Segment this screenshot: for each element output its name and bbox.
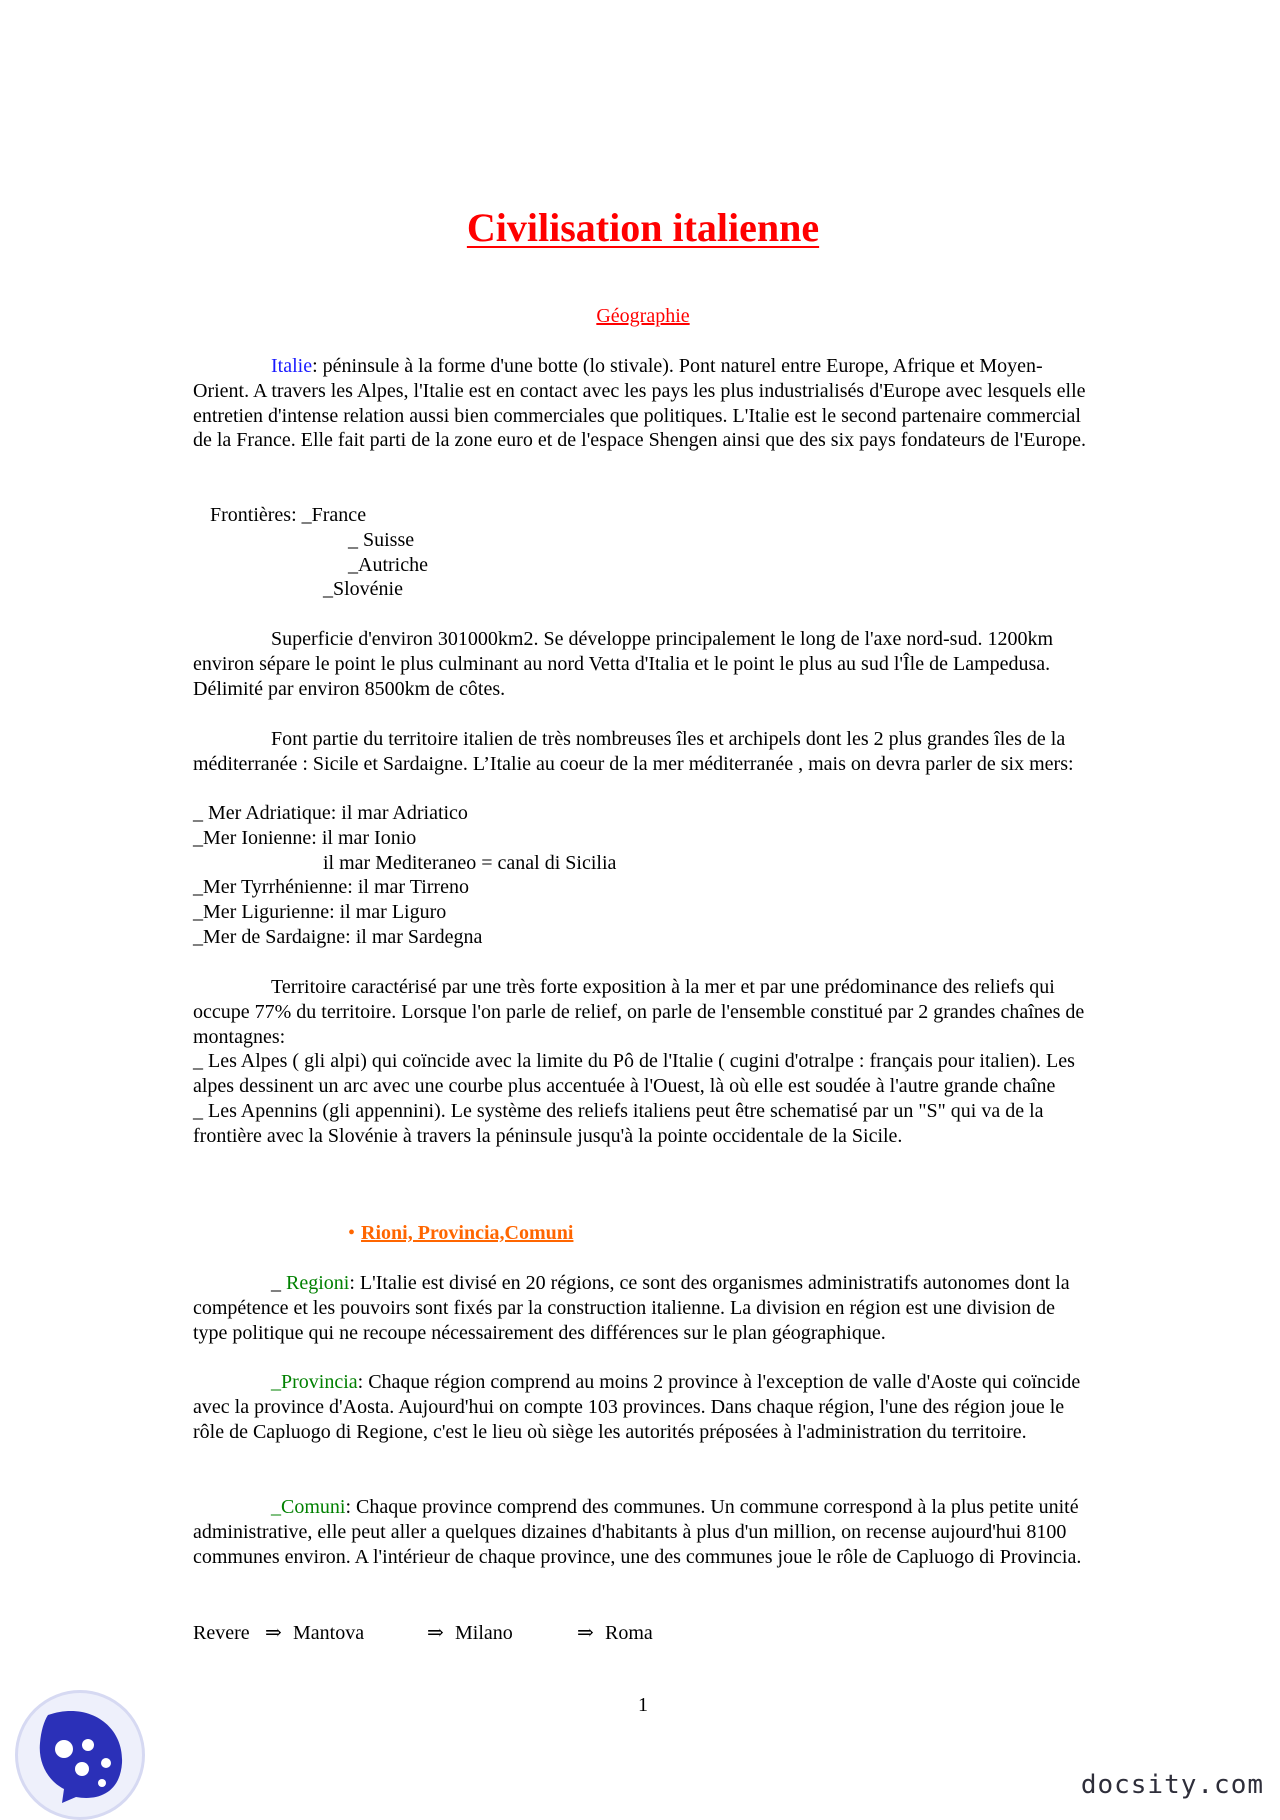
sea-item: _ Mer Adriatique: il mar Adriatico — [193, 802, 468, 824]
paragraph-relief-apennins: _ Les Apennins (gli appennini). Le système des reliefs italiens peut être schematisé par un "S" qui va de la frontière avec la Slovénie à travers la péninsule jusqu'à la pointe occidentale de la Sicile. — [193, 1099, 1044, 1147]
paragraph-comuni — [193, 1495, 1093, 1569]
paragraph-regioni — [193, 1271, 1093, 1345]
sea-item: _Mer Ligurienne: il mar Liguro — [193, 901, 447, 924]
chain-item: Mantova — [293, 1622, 365, 1644]
section-subtitle: Géographie — [596, 305, 690, 327]
paragraph-relief-intro: Territoire caractérisé par une très forte exposition à la mer et par une prédominance des reliefs qui occupe 77% du territoire. Lorsque l'on parle de relief, on parle de l'ensemble constitué par 2 grandes chaînes de montagnes: — [193, 976, 1085, 1048]
term-italie: Italie — [271, 355, 313, 377]
term-regioni: Regioni — [286, 1272, 350, 1294]
bullet-icon: • — [348, 1222, 356, 1244]
paragraph-provincia — [193, 1370, 1093, 1444]
regioni-prefix: _ — [271, 1272, 286, 1294]
seas-list — [193, 801, 1093, 950]
border-item: _Autriche — [348, 553, 428, 576]
paragraph-provincia-text: : Chaque région comprend au moins 2 province à l'exception de valle d'Aoste qui coïncide avec la province d'Aosta. Aujourd'hui on compte 103 provinces. Dans chaque région, l'une des région joue le rôle de Capluogo di Regione, c'est le lieu où siège les autorités préposées à l'administration du territoire. — [193, 1371, 1081, 1443]
docsity-watermark: docsity.com — [1080, 1770, 1264, 1800]
chain-item: Roma — [605, 1622, 653, 1644]
sea-item: _Mer de Sardaigne: il mar Sardegna — [193, 925, 483, 948]
chain-start: Revere — [193, 1622, 250, 1644]
paragraph-relief-alpes: _ Les Alpes ( gli alpi) qui coïncide avec la limite du Pô de l'Italie ( cugini d'otralpe : français pour italien). Les alpes dessinent un arc avec une courbe plus accentuée à l'Ouest, là où elle est soudée à l'autre grande chaîne — [193, 1050, 1075, 1098]
page-title: Civilisation italienne — [466, 205, 820, 250]
section-heading-label: Rioni, Provincia,Comuni — [361, 1222, 574, 1244]
paragraph-comuni-text: : Chaque province comprend des communes. Un commune correspond à la plus petite unité administrative, elle peut aller a quelques dizaines d'habitants à plus d'un million, on recense aujourd'hui 8100 communes environ. A l'intérieur de chaque province, une des communes joue le rôle de Capluogo di Provincia. — [193, 1496, 1082, 1568]
docsity-logo-icon — [15, 1690, 145, 1820]
borders-label: Frontières: _France — [210, 504, 367, 526]
arrow-right-icon: ⇒ — [577, 1622, 594, 1644]
paragraph-italie-text: : péninsule à la forme d'une botte (lo stivale). Pont naturel entre Europe, Afrique et Moyen-Orient. A travers les Alpes, l'Italie est en contact avec les pays les plus industrialisés d'Europe avec lesquels elle entretien d'intense relation aussi bien commerciales que politiques. L'Italie est le second partenaire commercial de la France. Elle fait parti de la zone euro et de l'espace Shengen ainsi que des six pays fondateurs de l'Europe. — [193, 355, 1086, 452]
paragraph-superficie: Superficie d'environ 301000km2. Se développe principalement le long de l'axe nord-sud. 1200km environ sépare le point le plus culminant au nord Vetta d'Italia et le point le plus au sud l'Île de Lampedusa. Délimité par environ 8500km de côtes. — [193, 628, 1054, 700]
paragraph-iles: Font partie du territoire italien de très nombreuses îles et archipels dont les 2 plus grandes îles de la méditerranée : Sicile et Sardaigne. L’Italie au coeur de la mer méditerranée , mais on devra parler de six mers: — [193, 728, 1074, 775]
paragraph-italie — [193, 354, 1093, 453]
borders-list — [193, 503, 1093, 602]
sea-item: il mar Mediteraneo = canal di Sicilia — [323, 851, 617, 874]
page-number: 1 — [638, 1694, 648, 1716]
arrow-right-icon: ⇒ — [265, 1622, 282, 1644]
arrow-right-icon: ⇒ — [427, 1622, 444, 1644]
border-item: _ Suisse — [348, 528, 415, 551]
paragraph-regioni-text: : L'Italie est divisé en 20 régions, ce sont des organismes administratifs autonomes dont la compétence et les pouvoirs sont fixés par la construction italienne. La division en région est une division de type politique qui ne recoupe nécessairement des différences sur le plan géographique. — [193, 1272, 1070, 1344]
section-heading — [348, 1221, 573, 1246]
sea-item: _Mer Ionienne: il mar Ionio — [193, 826, 417, 849]
term-comuni: _Comuni — [271, 1496, 346, 1518]
chain-item: Milano — [455, 1622, 513, 1644]
sea-item: _Mer Tyrrhénienne: il mar Tirreno — [193, 876, 469, 899]
term-provincia: _Provincia — [271, 1371, 358, 1393]
paragraph-relief — [193, 975, 1093, 1149]
border-item: _Slovénie — [323, 578, 403, 601]
